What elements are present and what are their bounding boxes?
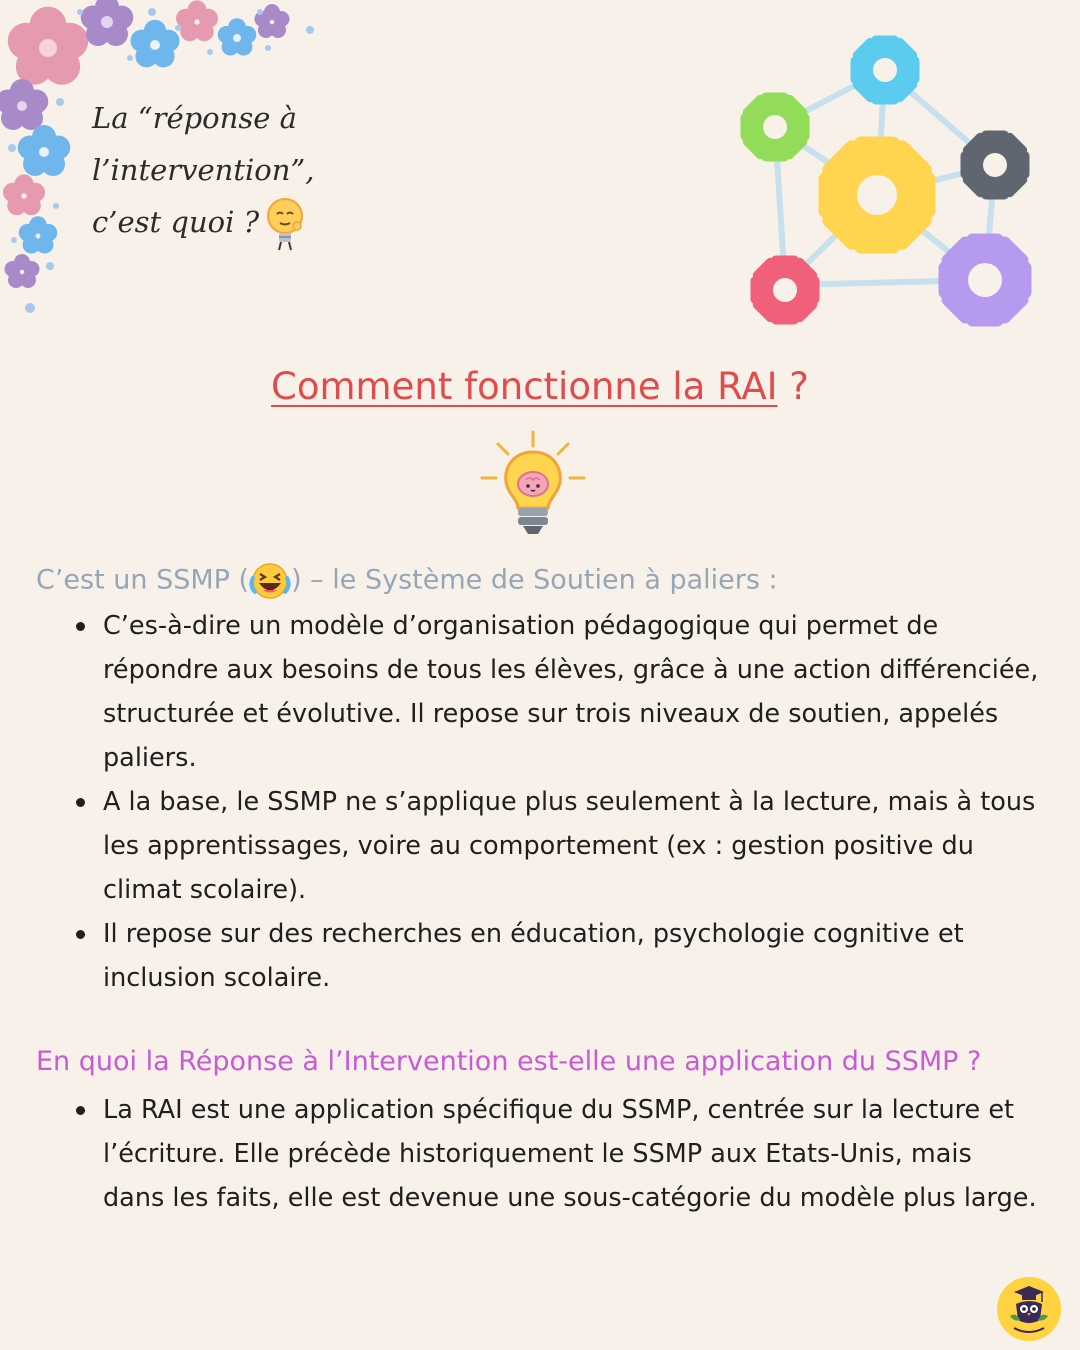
block2-bullet-list <box>0 1088 1040 1220</box>
block1-intro <box>36 562 1056 600</box>
header-title-line-1: La “réponse à <box>92 101 297 135</box>
section-title <box>0 365 1080 408</box>
section-title-mark: ? <box>777 365 809 408</box>
list-item: La RAI est une application spécifique du SSMP, centrée sur la lecture et l’écriture. Elle précède historiquement le SSMP aux Etats-Unis, mais dans les faits, elle est devenue une sous-catégorie du modèle plus large. <box>0 1088 1040 1220</box>
section-title-main: Comment fonctionne la RAI <box>271 365 778 408</box>
lightbulb-brain-icon <box>478 428 588 540</box>
list-item: A la base, le SSMP ne s’applique plus seulement à la lecture, mais à tous les apprentissages, voire au comportement (ex : gestion positive du climat scolaire). <box>0 780 1040 912</box>
header-title-line-2: l’intervention”, <box>92 153 315 187</box>
gears-network-illustration <box>730 30 1050 340</box>
laughing-tears-emoji-icon <box>249 562 291 600</box>
block1-intro-before: C’est un SSMP ( <box>36 564 250 596</box>
thinking-bulb-icon <box>263 196 307 252</box>
list-item: C’es-à-dire un modèle d’organisation pédagogique qui permet de répondre aux besoins de tous les élèves, grâce à une action différenciée, structurée et évolutive. Il repose sur trois niveaux de soutien, appelés paliers. <box>0 604 1040 780</box>
header-title-line-3: c’est quoi ? <box>92 205 260 239</box>
header-title <box>92 92 315 252</box>
block1-intro-after: ) – le Système de Soutien à paliers : <box>291 564 778 596</box>
owl-logo <box>996 1276 1062 1342</box>
block1-bullet-list <box>0 604 1040 1000</box>
list-item: Il repose sur des recherches en éducation, psychologie cognitive et inclusion scolaire. <box>0 912 1040 1000</box>
block2-question: En quoi la Réponse à l’Intervention est-elle une application du SSMP ? <box>36 1046 982 1077</box>
